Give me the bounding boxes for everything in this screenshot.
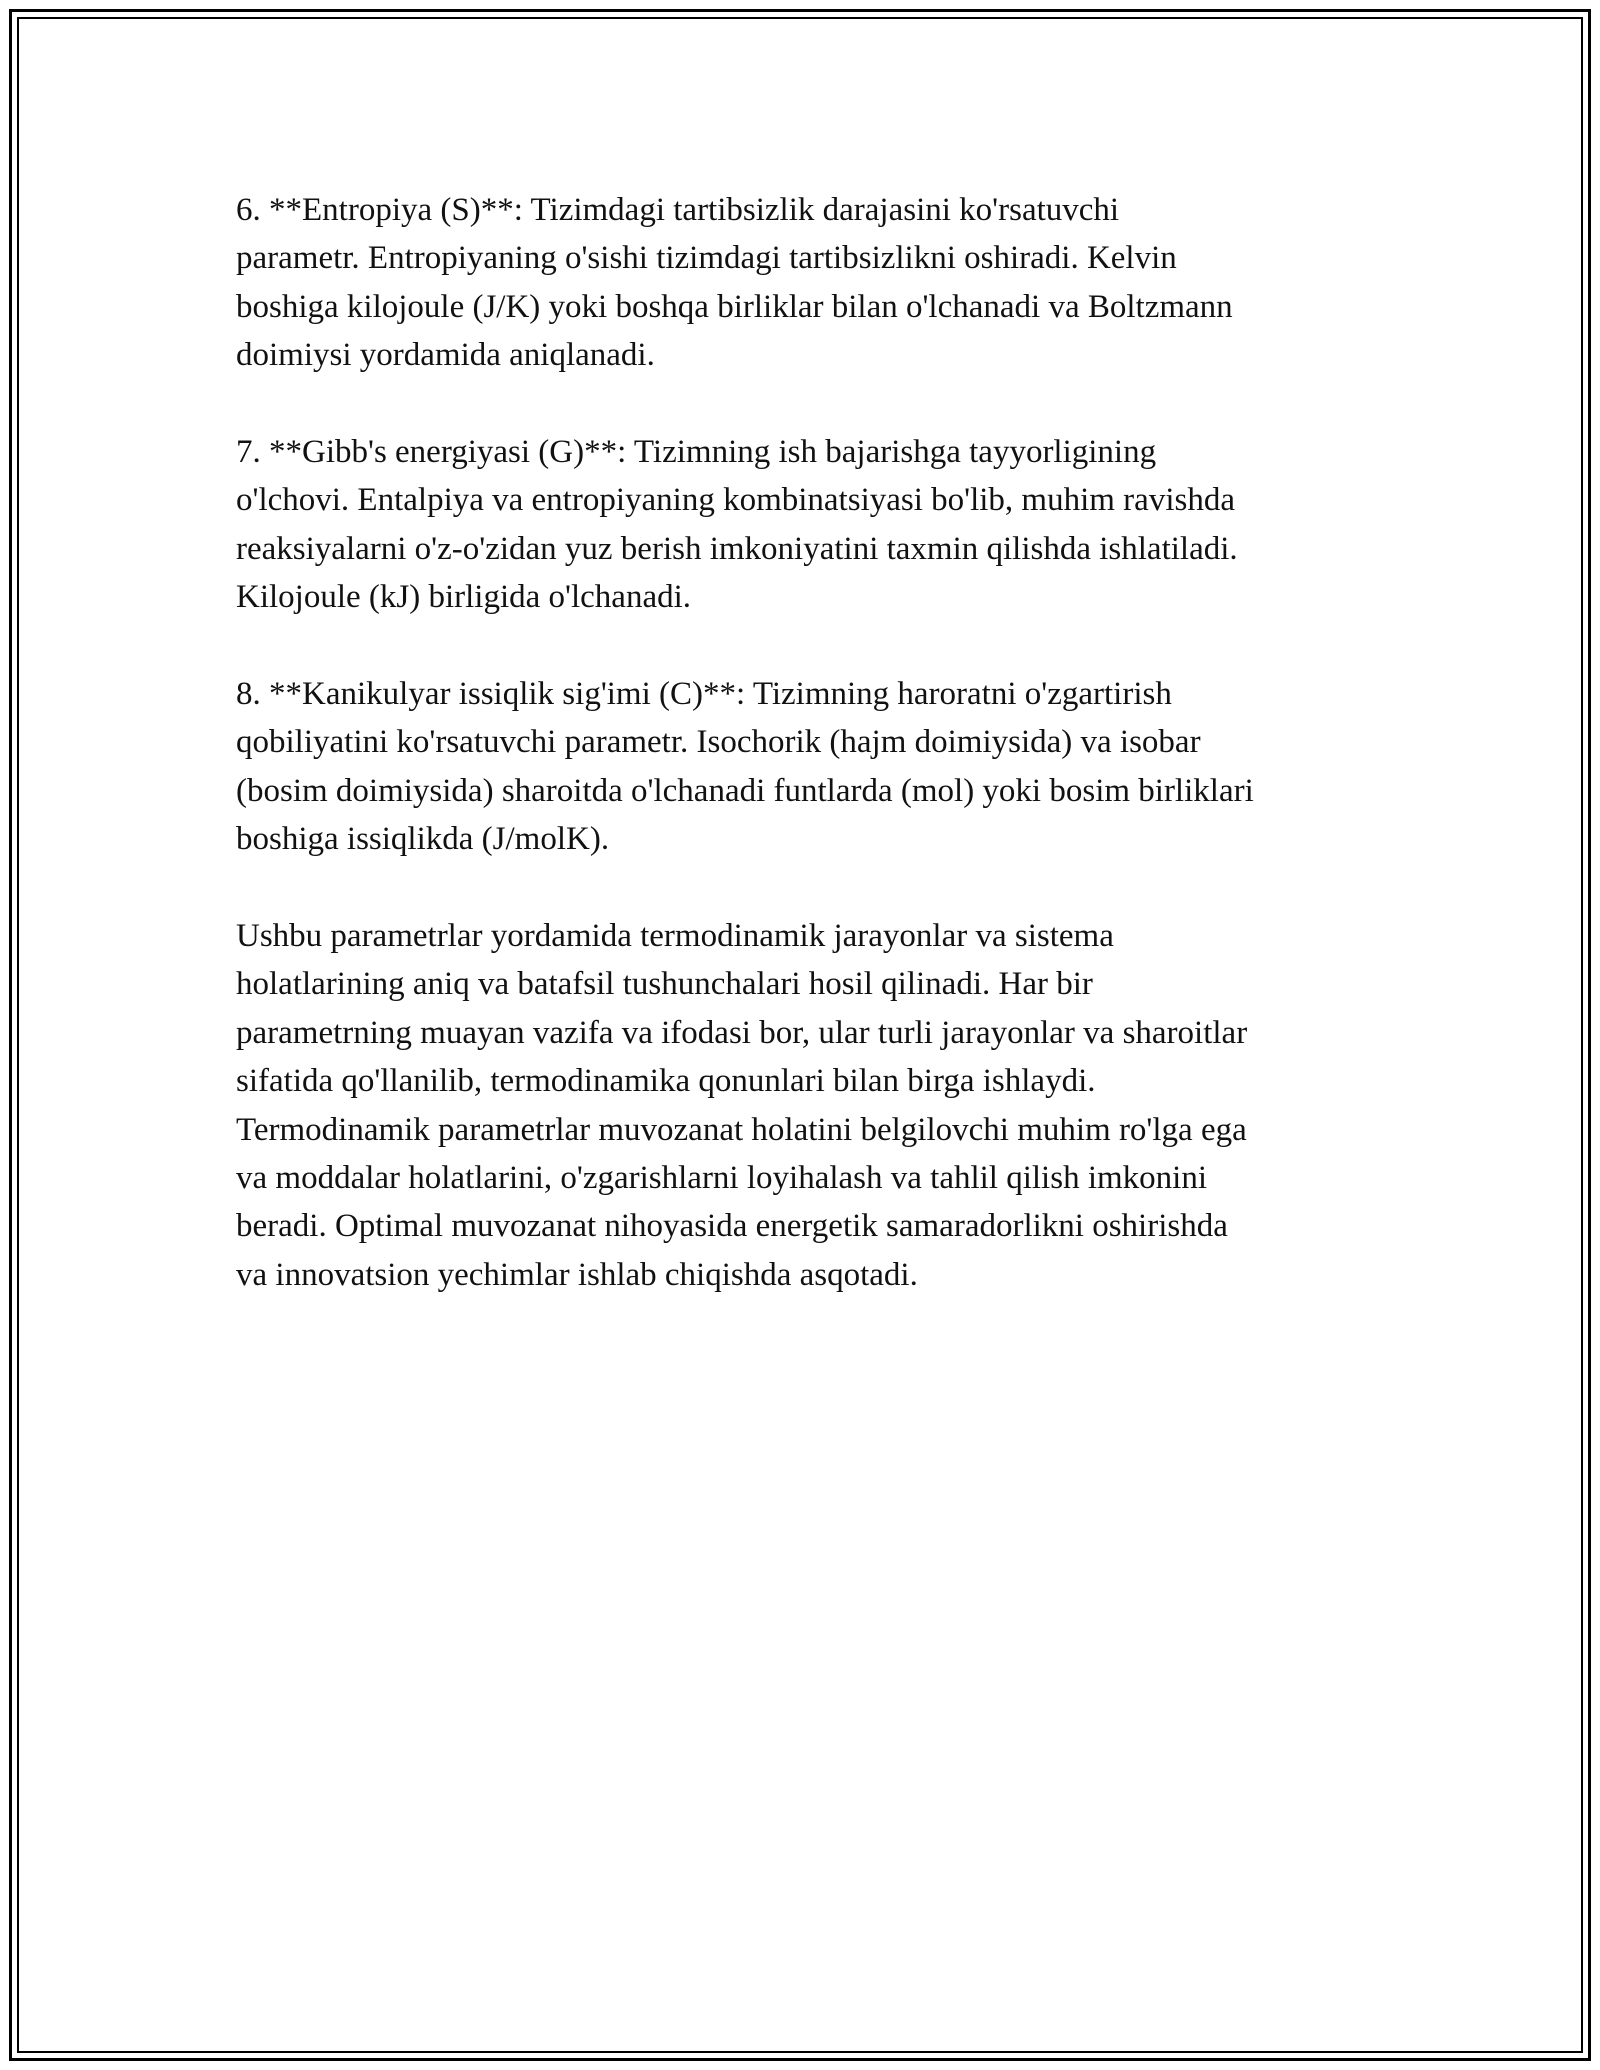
paragraph-gibbs-energy: 7. **Gibb's energiyasi (G)**: Tizimning ish bajarishga tayyorligining o'lchovi. Entalpiya va entropiyaning kombinatsiyasi bo'lib, muhim ravishda reaksiyalarni o'z-o'zidan yuz berish imkoniyatini taxmin qilishda ishlatiladi. Kilojoule (kJ) birligida o'lchanadi.	[236, 434, 1238, 616]
document-body	[236, 186, 1386, 1299]
paragraph-conclusion: Ushbu parametrlar yordamida termodinamik jarayonlar va sistema holatlarining aniq va batafsil tushunchalari hosil qilinadi. Har bir parametrning muayan vazifa va ifodasi bor, ular turli jarayonlar va sharoitlar sifatida qo'llanilib, termodinamika qonunlari bilan birga ishlaydi. Termodinamik parametrlar muvozanat holatini belgilovchi muhim ro'lga ega va moddalar holatlarini, o'zgarishlarni loyihalash va tahlil qilish imkonini beradi. Optimal muvozanat nihoyasida energetik samaradorlikni oshirishda va innovatsion yechimlar ishlab chiqishda asqotadi.	[236, 918, 1248, 1293]
paragraph-entropy: 6. **Entropiya (S)**: Tizimdagi tartibsizlik darajasini ko'rsatuvchi parametr. Entropiyaning o'sishi tizimdagi tartibsizlikni oshiradi. Kelvin boshiga kilojoule (J/K) yoki boshqa birliklar bilan o'lchanadi va Boltzmann doimiysi yordamida aniqlanadi.	[236, 192, 1233, 374]
paragraph-heat-capacity: 8. **Kanikulyar issiqlik sig'imi (C)**: Tizimning haroratni o'zgartirish qobiliyatini ko'rsatuvchi parametr. Isochorik (hajm doimiysida) va isobar (bosim doimiysida) sharoitda o'lchanadi funtlarda (mol) yoki bosim birliklari boshiga issiqlikda (J/molK).	[236, 676, 1254, 858]
